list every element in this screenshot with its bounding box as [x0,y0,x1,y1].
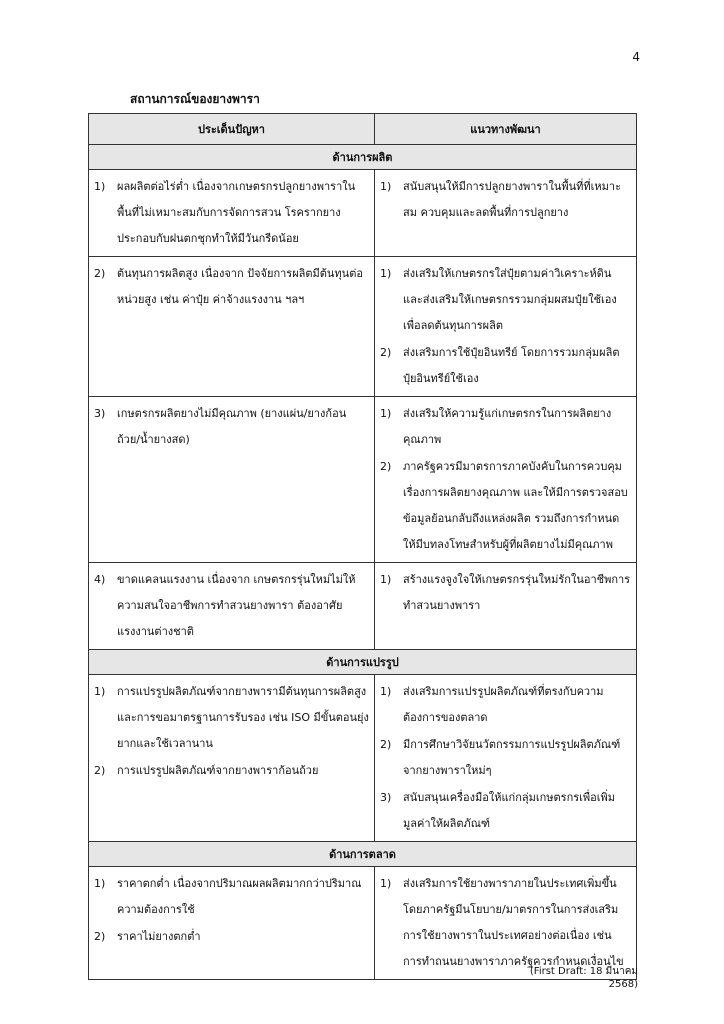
section-title: ด้านการผลิต [89,145,637,170]
document-title: สถานการณ์ของยางพารา [130,92,260,106]
issue-item [94,924,369,950]
table-header-row [89,114,637,145]
solution-item-number: 1) [380,573,392,586]
solution-item-text: ส่งเสริมการแปรรูปผลิตภัณฑ์ที่ตรงกับความต้องการของตลาด [403,685,604,724]
table-row [89,257,637,397]
solution-cell [375,397,637,563]
issue-item-number: 3) [94,407,106,420]
issue-cell [89,170,375,257]
solution-item [380,340,631,392]
section-title: ด้านการแปรรูป [89,650,637,675]
solution-item-number: 2) [380,460,392,473]
issue-item [94,758,369,784]
issue-item [94,174,369,252]
issue-item-number: 2) [94,764,106,777]
issue-item-number: 2) [94,267,106,280]
issue-item-text: การแปรรูปผลิตภัณฑ์จากยางพารามีต้นทุนการผลิตสูง และการขอมาตรฐานการรับรอง เช่น ISO มีขั้นตอนยุ่งยากและใช้เวลานาน [117,685,369,750]
issue-item-number: 1) [94,180,106,193]
issue-item [94,567,369,645]
issue-item-text: การแปรรูปผลิตภัณฑ์จากยางพาราก้อนถ้วย [117,764,319,777]
solution-item-number: 1) [380,407,392,420]
issue-item-text: ผลผลิตต่อไร่ต่ำ เนื่องจากเกษตรกรปลูกยางพาราในพื้นที่ไม่เหมาะสมกับการจัดการสวน โรครากยาง ประกอบกับฝนตกชุกทำให้มีวันกรีดน้อย [117,180,356,245]
solution-item [380,401,631,453]
issue-item-text: ขาดแคลนแรงงาน เนื่องจาก เกษตรกรรุ่นใหม่ไม่ให้ความสนใจอาชีพการทำสวนยางพารา ต้องอาศัยแรงงานต่างชาติ [117,573,356,638]
issue-item-number: 2) [94,930,106,943]
solution-item-text: ส่งเสริมให้เกษตรกรใส่ปุ๋ยตามค่าวิเคราะห์ดิน และส่งเสริมให้เกษตรกรรวมกลุ่มผสมปุ๋ยใช้เอง เพื่อลดต้นทุนการผลิต [403,267,617,332]
solution-item [380,174,631,226]
solution-item [380,679,631,731]
issue-item [94,401,369,453]
issue-item [94,679,369,757]
solution-item-number: 1) [380,180,392,193]
issue-cell [89,257,375,397]
solution-cell [375,867,637,980]
solution-item-text: มีการศึกษาวิจัยนวัตกรรมการแปรรูปผลิตภัณฑ์จากยางพาราใหม่ๆ [403,738,621,777]
issue-cell [89,675,375,842]
solution-item-number: 1) [380,685,392,698]
section-title: ด้านการตลาด [89,842,637,867]
table-row [89,563,637,650]
table-row [89,675,637,842]
issue-item-text: เกษตรกรผลิตยางไม่มีคุณภาพ (ยางแผ่น/ยางก้อนถ้วย/น้ำยางสด) [117,407,347,446]
solution-item-text: สร้างแรงจูงใจให้เกษตรกรรุ่นใหม่รักในอาชีพการทำสวนยางพารา [403,573,631,612]
table-row [89,397,637,563]
solution-item [380,732,631,784]
solution-item-text: สนับสนุนให้มีการปลูกยางพาราในพื้นที่ที่เหมาะสม ควบคุมและลดพื้นที่การปลูกยาง [403,180,621,219]
solution-item [380,454,631,558]
solution-cell [375,563,637,650]
section-header-row [89,145,637,170]
issue-item-number: 4) [94,573,106,586]
issue-item [94,871,369,923]
section-header-row [89,842,637,867]
issue-cell [89,397,375,563]
solution-item-text: สนับสนุนเครื่องมือให้แก่กลุ่มเกษตรกรเพื่อเพิ่มมูลค่าให้ผลิตภัณฑ์ [403,791,616,830]
solution-cell [375,170,637,257]
header-issues: ประเด็นปัญหา [89,114,375,145]
solution-item-number: 1) [380,267,392,280]
header-solutions: แนวทางพัฒนา [375,114,637,145]
solution-item [380,785,631,837]
solution-item-text: ส่งเสริมให้ความรู้แก่เกษตรกรในการผลิตยางคุณภาพ [403,407,612,446]
issue-item [94,261,369,313]
table-body [89,145,637,980]
solution-item-number: 2) [380,738,392,751]
issue-item-text: ต้นทุนการผลิตสูง เนื่องจาก ปัจจัยการผลิตมีต้นทุนต่อหน่วยสูง เช่น ค่าปุ๋ย ค่าจ้างแรงงาน ฯลฯ [117,267,363,306]
issue-item-text: ราคาตกต่ำ เนื่องจากปริมาณผลผลิตมากกว่าปริมาณความต้องการใช้ [117,877,362,916]
issue-cell [89,563,375,650]
issues-table [88,113,637,980]
solution-item-number: 2) [380,346,392,359]
table-row [89,867,637,980]
solution-item-number: 3) [380,791,392,804]
issue-item-number: 1) [94,877,106,890]
solution-item-text: ส่งเสริมการใช้ปุ๋ยอินทรีย์ โดยการรวมกลุ่มผลิตปุ๋ยอินทรีย์ใช้เอง [403,346,620,385]
page-number: 4 [632,50,640,64]
issue-item-number: 1) [94,685,106,698]
solution-item [380,567,631,619]
solution-item-number: 1) [380,877,392,890]
solution-cell [375,675,637,842]
solution-item [380,871,631,975]
issue-cell [89,867,375,980]
solution-item-text: ภาครัฐควรมีมาตรการภาคบังคับในการควบคุมเรื่องการผลิตยางคุณภาพ และให้มีการตรวจสอบข้อมูลย้อนกลับถึงแหล่งผลิต รวมถึงการกำหนดให้มีบทลงโทษสำหรับผู้ที่ผลิตยางไม่มีคุณภาพ [403,460,628,551]
solution-cell [375,257,637,397]
solution-item-text: ส่งเสริมการใช้ยางพาราภายในประเทศเพิ่มขึ้น โดยภาครัฐมีนโยบาย/มาตรการในการส่งเสริมการใช้ยางพาราในประเทศอย่างต่อเนื่อง เช่น การทำถนนยางพาราภาครัฐควรกำหนดเงื่อนไข [403,877,624,968]
solution-item [380,261,631,339]
draft-footer: (First Draft: 18 มีนาคม 2568) [529,966,638,990]
table-row [89,170,637,257]
section-header-row [89,650,637,675]
issue-item-text: ราคาไม่ยางตกต่ำ [117,930,201,943]
